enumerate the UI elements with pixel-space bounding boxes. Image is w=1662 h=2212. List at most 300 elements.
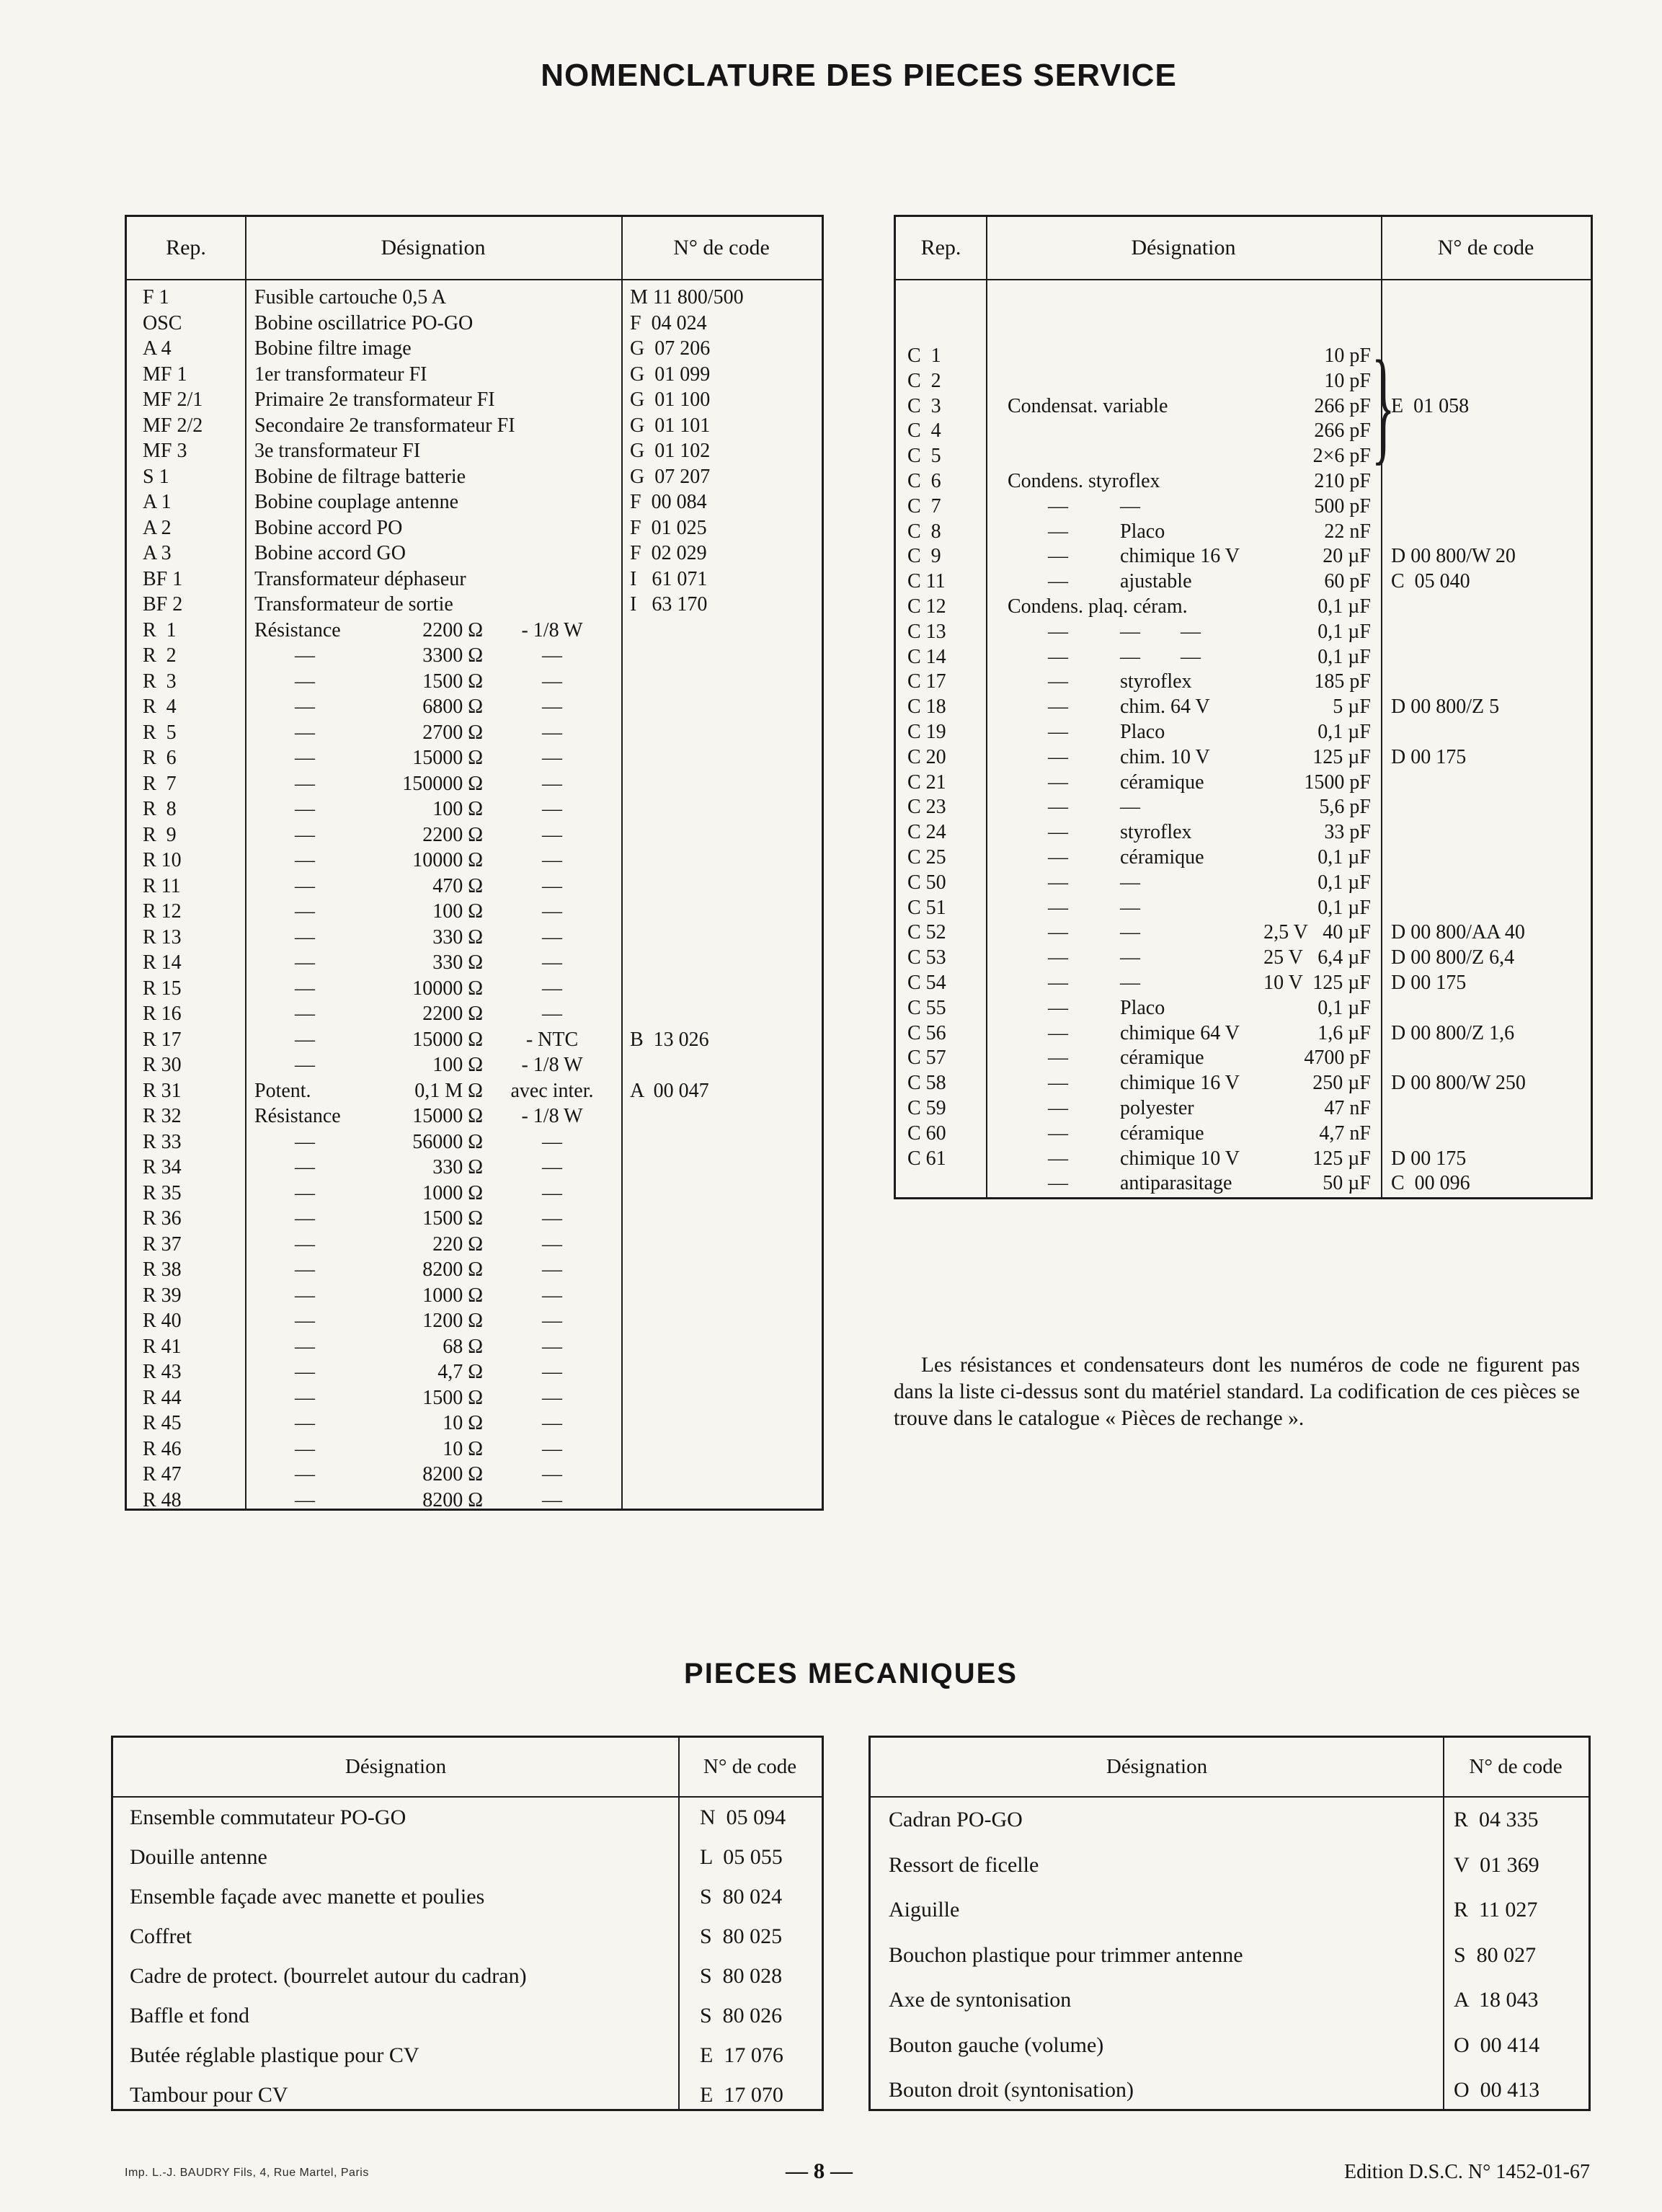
cell-code: S 80 025 bbox=[700, 1924, 783, 1948]
cell-rep: R 38 bbox=[143, 1258, 182, 1281]
cell-rep: MF 2/2 bbox=[143, 414, 203, 437]
table-row bbox=[127, 413, 822, 439]
cell-code: D 00 800/W 20 bbox=[1391, 545, 1516, 568]
cell-d2 bbox=[1108, 444, 1263, 469]
table-row bbox=[127, 745, 822, 771]
cell-d3: - NTC bbox=[525, 1028, 579, 1051]
cell-d1: — bbox=[254, 1310, 315, 1332]
cell-d3: — bbox=[542, 747, 562, 769]
cell-rep: C 14 bbox=[907, 645, 946, 668]
footer-printer: Imp. L.-J. BAUDRY Fils, 4, Rue Martel, Paris bbox=[125, 2167, 369, 2179]
cell-code bbox=[621, 643, 822, 669]
table-row bbox=[896, 1071, 1591, 1096]
cell-d2 bbox=[389, 336, 483, 362]
cell-d3: — bbox=[542, 1335, 562, 1358]
cell-rep: C 24 bbox=[907, 821, 946, 844]
cell-d2: 220 Ω bbox=[432, 1232, 483, 1256]
cell-code: M 11 800/500 bbox=[630, 286, 744, 308]
cell-code: E 17 076 bbox=[700, 2043, 783, 2067]
cell-d1: Bobine oscillatrice PO-GO bbox=[254, 311, 474, 334]
table-row bbox=[127, 1129, 822, 1155]
table-row bbox=[113, 1837, 822, 1877]
cell-code bbox=[1381, 419, 1591, 444]
cell-rep: R 13 bbox=[143, 925, 182, 949]
cell-code bbox=[621, 1181, 822, 1207]
table-row bbox=[127, 1257, 822, 1283]
cell-d3: 0,1 µF bbox=[1317, 845, 1371, 869]
cell-rep: MF 1 bbox=[143, 363, 187, 386]
cell-code: E 01 058 bbox=[1391, 394, 1470, 417]
cell-d1: — bbox=[254, 1361, 315, 1383]
cell-d1: — bbox=[254, 1488, 315, 1511]
table-row bbox=[896, 645, 1591, 670]
cell-d1: — bbox=[1008, 494, 1068, 518]
cell-d1: — bbox=[254, 1412, 315, 1434]
cell-d1: — bbox=[1008, 696, 1068, 719]
column-divider bbox=[245, 217, 246, 1509]
cell-d2 bbox=[389, 515, 483, 541]
cell-rep: R 44 bbox=[143, 1386, 182, 1409]
cell-d3: — bbox=[542, 1386, 562, 1409]
cell-code bbox=[1381, 845, 1591, 871]
cell-code: S 80 028 bbox=[700, 1964, 783, 1988]
cell-rep: OSC bbox=[143, 311, 182, 334]
cell-d2 bbox=[1108, 419, 1263, 444]
cell-d3: — bbox=[542, 798, 562, 820]
table-row bbox=[896, 770, 1591, 796]
cell-code bbox=[621, 976, 822, 1002]
cell-d3: — bbox=[542, 1488, 562, 1511]
cell-d3: 0,1 µF bbox=[1317, 871, 1371, 894]
table-row bbox=[127, 950, 822, 976]
cell-rep: R 45 bbox=[143, 1412, 182, 1434]
cell-d1: Résistance bbox=[254, 618, 341, 641]
cell-d1: — bbox=[1008, 570, 1068, 593]
cell-rep: BF 2 bbox=[143, 593, 183, 616]
service-parts-table-right bbox=[894, 215, 1593, 1199]
cell-code: S 80 027 bbox=[1454, 1942, 1537, 1967]
cell-d2: 1000 Ω bbox=[422, 1181, 483, 1204]
cell-d2: chim. 64 V bbox=[1120, 696, 1210, 719]
cell-code bbox=[621, 1206, 822, 1232]
cell-rep: R 15 bbox=[143, 977, 182, 1000]
cell-code bbox=[1381, 996, 1591, 1021]
cell-d3: — bbox=[542, 670, 562, 693]
cell-code bbox=[621, 822, 822, 848]
cell-code bbox=[621, 1462, 822, 1488]
cell-d3: — bbox=[542, 823, 562, 846]
cell-rep: C 53 bbox=[907, 946, 946, 969]
table-row bbox=[896, 419, 1591, 444]
cell-d3: - 1/8 W bbox=[521, 1105, 583, 1127]
table-row bbox=[127, 336, 822, 362]
cell-rep: R 30 bbox=[143, 1054, 182, 1076]
table-row bbox=[871, 1843, 1588, 1888]
cell-code: A 00 047 bbox=[630, 1079, 709, 1102]
cell-d1 bbox=[986, 369, 1108, 394]
cell-rep: C 25 bbox=[907, 845, 946, 869]
cell-d3 bbox=[483, 464, 621, 490]
cell-d2: céramique bbox=[1120, 845, 1204, 869]
cell-d3: 266 pF bbox=[1314, 419, 1371, 443]
cell-code bbox=[621, 1436, 822, 1462]
cell-d1: — bbox=[254, 1028, 315, 1051]
table-row bbox=[896, 569, 1591, 595]
cell-d3: 210 pF bbox=[1314, 469, 1371, 492]
cell-d1: Bobine filtre image bbox=[254, 337, 412, 360]
table-row bbox=[896, 1021, 1591, 1047]
cell-d2: — bbox=[1120, 494, 1140, 518]
cell-rep: R 48 bbox=[143, 1488, 182, 1511]
cell-d3: 0,1 µF bbox=[1317, 620, 1371, 643]
cell-rep: BF 1 bbox=[143, 567, 183, 590]
cell-d2: Placo bbox=[1120, 520, 1165, 543]
cell-d1: — bbox=[1008, 821, 1068, 844]
cell-rep: C 8 bbox=[907, 520, 941, 543]
cell-d2: chimique 16 V bbox=[1120, 545, 1240, 568]
cell-d2: — bbox=[1120, 946, 1140, 969]
cell-code bbox=[621, 925, 822, 951]
section-title-mechanical: PIECES MECANIQUES bbox=[684, 1658, 1018, 1689]
cell-code: F 00 084 bbox=[630, 491, 707, 513]
column-header-designation: Désignation bbox=[1131, 236, 1236, 259]
table-row bbox=[127, 848, 822, 874]
cell-d1: — bbox=[254, 1181, 315, 1204]
table-row bbox=[113, 1798, 822, 1837]
cell-rep: R 7 bbox=[143, 772, 177, 795]
table-row bbox=[896, 920, 1591, 946]
cell-code: I 63 170 bbox=[630, 593, 708, 616]
table-row bbox=[127, 874, 822, 900]
cell-code bbox=[621, 618, 822, 644]
cell-d: Butée réglable plastique pour CV bbox=[130, 2043, 419, 2067]
cell-d1: 1er transformateur FI bbox=[254, 363, 427, 386]
cell-d2: 15000 Ω bbox=[412, 1028, 483, 1051]
cell-d2: chimique 16 V bbox=[1120, 1072, 1240, 1095]
cell-d: Cadre de protect. (bourrelet autour du cadran) bbox=[130, 1964, 527, 1988]
cell-rep: C 56 bbox=[907, 1021, 946, 1044]
table-row bbox=[127, 1283, 822, 1309]
cell-d2 bbox=[389, 387, 483, 413]
cell-d3: 60 pF bbox=[1324, 570, 1371, 593]
cell-rep: C 61 bbox=[907, 1147, 946, 1170]
cell-rep: C 57 bbox=[907, 1047, 946, 1070]
cell-d3: avec inter. bbox=[510, 1079, 594, 1102]
cell-d3: 185 pF bbox=[1314, 670, 1371, 693]
cell-d2: — bbox=[1120, 871, 1140, 894]
cell-d3: 2,5 V 40 µF bbox=[1263, 921, 1371, 944]
cell-d3: — bbox=[542, 951, 562, 974]
table-row bbox=[896, 494, 1591, 520]
cell-d3: 125 µF bbox=[1312, 1147, 1371, 1170]
cell-d2: 2200 Ω bbox=[422, 823, 483, 846]
column-divider bbox=[621, 217, 623, 1509]
cell-d2: 10000 Ω bbox=[412, 977, 483, 1000]
cell-d2: 100 Ω bbox=[432, 1054, 483, 1076]
cell-d2: 15000 Ω bbox=[412, 1105, 483, 1127]
cell-d3: 33 pF bbox=[1324, 821, 1371, 844]
cell-d2: 470 Ω bbox=[432, 874, 483, 897]
cell-d1: — bbox=[254, 1156, 315, 1178]
table-row bbox=[871, 2068, 1588, 2113]
column-header-rep: Rep. bbox=[920, 236, 961, 259]
cell-d1: — bbox=[1008, 971, 1068, 994]
cell-d2: 1200 Ω bbox=[422, 1310, 483, 1332]
cell-rep: S 1 bbox=[143, 465, 169, 488]
table-header bbox=[127, 217, 822, 280]
cell-d3: — bbox=[542, 1258, 562, 1281]
cell-code bbox=[1381, 520, 1591, 545]
cell-d1: — bbox=[254, 670, 315, 693]
cell-d2: ajustable bbox=[1120, 570, 1192, 593]
table-row bbox=[871, 1978, 1588, 2023]
cell-code: V 01 369 bbox=[1454, 1852, 1539, 1877]
cell-code: F 02 029 bbox=[630, 542, 707, 564]
table-body bbox=[871, 1798, 1588, 2113]
cell-d2: 10000 Ω bbox=[412, 849, 483, 871]
cell-d2: 330 Ω bbox=[432, 1156, 483, 1178]
cell-d3: — bbox=[542, 1232, 562, 1256]
table-row bbox=[896, 595, 1591, 620]
column-divider bbox=[986, 217, 987, 1197]
cell-rep: A 1 bbox=[143, 491, 172, 513]
cell-d1: — bbox=[1008, 645, 1068, 668]
cell-d3: — bbox=[542, 696, 562, 718]
cell-d3 bbox=[483, 311, 621, 337]
cell-rep: R 32 bbox=[143, 1105, 182, 1127]
cell-rep: C 9 bbox=[907, 545, 941, 568]
cell-rep: R 2 bbox=[143, 644, 177, 667]
cell-rep: R 35 bbox=[143, 1181, 182, 1204]
cell-d1 bbox=[986, 419, 1108, 444]
cell-code bbox=[1381, 1096, 1591, 1121]
cell-d2: 3300 Ω bbox=[422, 644, 483, 667]
cell-d1 bbox=[986, 444, 1108, 469]
cell-d1: Bobine accord GO bbox=[254, 542, 406, 564]
table-row bbox=[896, 996, 1591, 1021]
table-row bbox=[127, 592, 822, 618]
cell-d1: — bbox=[1008, 845, 1068, 869]
column-header-designation: Désignation bbox=[381, 236, 486, 259]
cell-code bbox=[621, 1155, 822, 1181]
cell-code: S 80 026 bbox=[700, 2004, 783, 2027]
table-row bbox=[896, 845, 1591, 871]
cell-code: G 07 207 bbox=[630, 465, 711, 488]
table-row bbox=[127, 976, 822, 1002]
table-row bbox=[896, 795, 1591, 820]
cell-rep: C 60 bbox=[907, 1121, 946, 1145]
cell-code bbox=[621, 1232, 822, 1258]
cell-code bbox=[1381, 770, 1591, 796]
cell-d3: 500 pF bbox=[1314, 494, 1371, 518]
cell-rep: C 13 bbox=[907, 620, 946, 643]
cell-d2: céramique bbox=[1120, 1121, 1204, 1145]
cell-d1: — bbox=[1008, 745, 1068, 768]
cell-d2: 100 Ω bbox=[432, 798, 483, 820]
table-row bbox=[896, 896, 1591, 921]
cell-d2: céramique bbox=[1120, 770, 1204, 794]
cell-d2: 8200 Ω bbox=[422, 1488, 483, 1511]
column-header-code: N° de code bbox=[1469, 1755, 1563, 1778]
cell-d1: — bbox=[254, 1130, 315, 1153]
cell-rep: R 10 bbox=[143, 849, 182, 871]
cell-d2 bbox=[389, 567, 483, 592]
table-row bbox=[127, 1078, 822, 1104]
cell-d3: — bbox=[542, 1207, 562, 1230]
table-row bbox=[127, 899, 822, 925]
table-row bbox=[127, 1206, 822, 1232]
cell-d2: 1500 Ω bbox=[422, 1207, 483, 1230]
column-header-code: N° de code bbox=[1437, 236, 1534, 259]
cell-code bbox=[621, 848, 822, 874]
cell-d3: — bbox=[542, 1284, 562, 1307]
mechanical-parts-table-right bbox=[868, 1736, 1591, 2111]
cell-rep: R 16 bbox=[143, 1003, 182, 1025]
cell-code bbox=[621, 1411, 822, 1436]
cell-d3: — bbox=[542, 1437, 562, 1460]
cell-code: O 00 414 bbox=[1454, 2033, 1540, 2057]
cell-rep: C 2 bbox=[907, 369, 941, 392]
table-row bbox=[896, 544, 1591, 569]
cell-rep: R 41 bbox=[143, 1335, 182, 1358]
cell-code: G 01 100 bbox=[630, 388, 711, 411]
cell-d: Tambour pour CV bbox=[130, 2083, 288, 2107]
cell-d3: 0,1 µF bbox=[1317, 720, 1371, 743]
cell-d: Baffle et fond bbox=[130, 2004, 250, 2027]
cell-rep: C 18 bbox=[907, 696, 946, 719]
cell-rep: C 51 bbox=[907, 896, 946, 919]
cell-rep: F 1 bbox=[143, 286, 169, 308]
cell-d3: 250 µF bbox=[1312, 1072, 1371, 1095]
cell-d2: antiparasitage bbox=[1120, 1172, 1232, 1195]
table-row bbox=[127, 925, 822, 951]
cell-code bbox=[1381, 595, 1591, 620]
cell-d1: — bbox=[254, 925, 315, 949]
cell-d2: 1000 Ω bbox=[422, 1284, 483, 1307]
cell-code bbox=[1381, 494, 1591, 520]
cell-code bbox=[621, 1129, 822, 1155]
cell-d3: — bbox=[542, 644, 562, 667]
cell-d: Ressort de ficelle bbox=[889, 1852, 1039, 1877]
column-divider bbox=[1443, 1738, 1444, 2109]
cell-code bbox=[621, 1334, 822, 1360]
cell-code bbox=[621, 899, 822, 925]
table-row bbox=[127, 311, 822, 337]
cell-rep: R 43 bbox=[143, 1361, 182, 1383]
cell-d2: 8200 Ω bbox=[422, 1463, 483, 1485]
cell-d1: — bbox=[254, 721, 315, 744]
cell-code: R 11 027 bbox=[1454, 1898, 1538, 1922]
cell-d1: Bobine de filtrage batterie bbox=[254, 465, 466, 488]
cell-d1: — bbox=[1008, 1021, 1068, 1044]
cell-d3 bbox=[483, 567, 621, 592]
table-row bbox=[896, 620, 1591, 645]
cell-code bbox=[1381, 871, 1591, 896]
cell-d2: Placo bbox=[1120, 720, 1165, 743]
cell-d3 bbox=[483, 541, 621, 567]
table-row bbox=[871, 1798, 1588, 1843]
cell-code bbox=[621, 1308, 822, 1334]
cell-rep: R 34 bbox=[143, 1156, 182, 1178]
cell-d1: — bbox=[1008, 1121, 1068, 1145]
cell-d3 bbox=[483, 515, 621, 541]
table-row bbox=[127, 720, 822, 746]
cell-d3: - 1/8 W bbox=[521, 1054, 583, 1076]
cell-d2: 2700 Ω bbox=[422, 721, 483, 744]
cell-code bbox=[621, 1283, 822, 1309]
cell-d2: styroflex bbox=[1120, 670, 1192, 693]
cell-d: Coffret bbox=[130, 1924, 192, 1948]
cell-d3: 50 µF bbox=[1323, 1172, 1371, 1195]
cell-rep: R 33 bbox=[143, 1130, 182, 1153]
cell-rep: C 50 bbox=[907, 871, 946, 894]
cell-d1: Condensat. variable bbox=[1008, 394, 1168, 417]
table-row bbox=[896, 971, 1591, 996]
cell-code: F 01 025 bbox=[630, 516, 707, 539]
cell-code: D 00 800/Z 5 bbox=[1391, 696, 1500, 719]
cell-d2: chim. 10 V bbox=[1120, 745, 1210, 768]
cell-d3: — bbox=[542, 977, 562, 1000]
column-header-code: N° de code bbox=[703, 1755, 797, 1778]
cell-code: D 00 175 bbox=[1391, 1147, 1467, 1170]
table-row bbox=[127, 541, 822, 567]
cell-rep: C 4 bbox=[907, 419, 941, 443]
cell-d3 bbox=[483, 592, 621, 618]
cell-d3: 1,6 µF bbox=[1317, 1021, 1371, 1044]
table-row bbox=[896, 1121, 1591, 1147]
table-row bbox=[896, 670, 1591, 695]
cell-code: G 01 101 bbox=[630, 414, 711, 437]
standard-parts-note: Les résistances et condensateurs dont les numéros de code ne figurent pas dans la liste ci-dessus sont du matériel standard. La codification de ces pièces se trouve dans le catalogue « Pièces de rechange ». bbox=[894, 1354, 1580, 1430]
table-row bbox=[127, 822, 822, 848]
cell-d3 bbox=[483, 413, 621, 439]
cell-rep: C 6 bbox=[907, 469, 941, 492]
cell-d3: 10 V 125 µF bbox=[1263, 971, 1371, 994]
cell-d1: — bbox=[254, 1284, 315, 1307]
cell-code bbox=[1381, 795, 1591, 820]
cell-d: Axe de syntonisation bbox=[889, 1988, 1072, 2012]
cell-rep: A 4 bbox=[143, 337, 172, 360]
cell-code bbox=[621, 1001, 822, 1027]
cell-d: Bouton droit (syntonisation) bbox=[889, 2078, 1134, 2102]
page-title: NOMENCLATURE DES PIECES SERVICE bbox=[541, 58, 1177, 93]
cell-d2 bbox=[389, 362, 483, 388]
cell-d1: — bbox=[1008, 1147, 1068, 1170]
cell-rep: R 39 bbox=[143, 1284, 182, 1307]
cell-d2: 8200 Ω bbox=[422, 1258, 483, 1281]
cell-d3: — bbox=[542, 1361, 562, 1383]
cell-code bbox=[1381, 820, 1591, 845]
cell-d3: — bbox=[542, 1003, 562, 1025]
cell-d2: — bbox=[1120, 896, 1140, 919]
table-row bbox=[896, 720, 1591, 745]
cell-d1: Potent. bbox=[254, 1079, 311, 1102]
cell-d3: 266 pF bbox=[1314, 394, 1371, 417]
cell-code: A 18 043 bbox=[1454, 1988, 1539, 2012]
cell-code bbox=[1381, 670, 1591, 695]
cell-d3 bbox=[483, 285, 621, 311]
cell-d: Aiguille bbox=[889, 1898, 960, 1922]
cell-rep: R 9 bbox=[143, 823, 177, 846]
cell-d3: — bbox=[542, 772, 562, 795]
cell-code bbox=[621, 1359, 822, 1385]
cell-d1: — bbox=[254, 900, 315, 923]
cell-code bbox=[621, 874, 822, 900]
cell-d1: — bbox=[254, 951, 315, 974]
table-row bbox=[127, 1155, 822, 1181]
cell-d1: — bbox=[1008, 545, 1068, 568]
cell-code bbox=[1381, 896, 1591, 921]
